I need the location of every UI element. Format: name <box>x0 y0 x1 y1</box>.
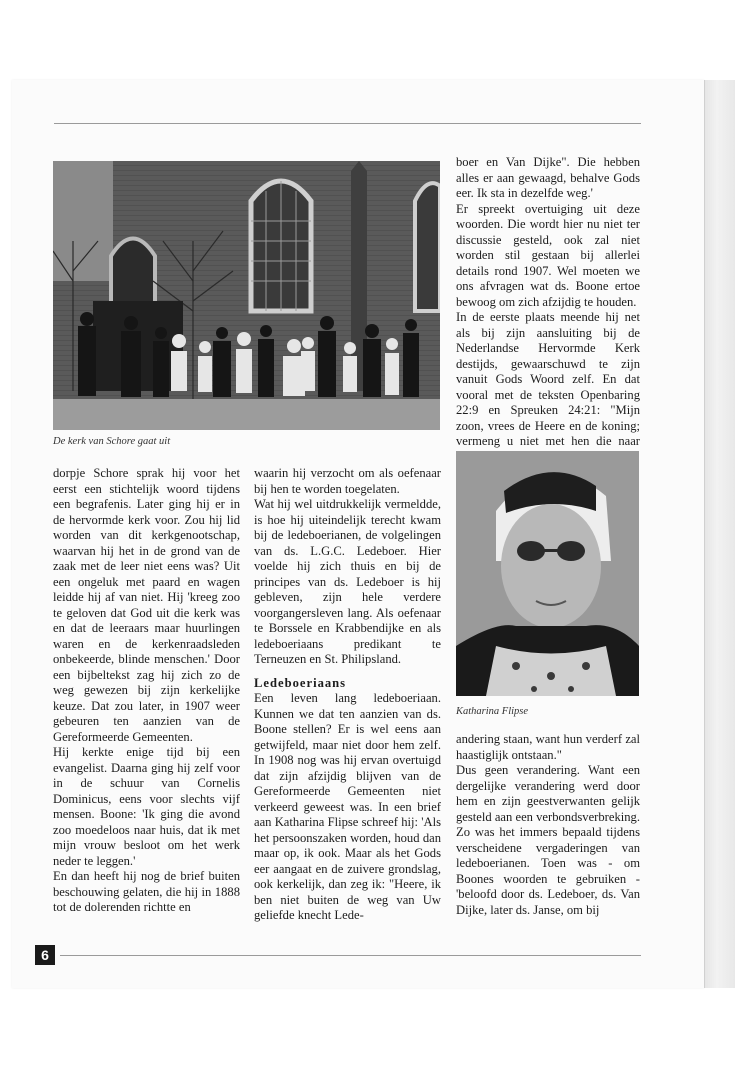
column-1 <box>53 466 240 916</box>
paragraph: andering staan, want hun verderf zal haastiglijk ontstaan." <box>456 732 640 762</box>
paragraph: Wat hij wel uitdrukkelijk vermeldde, is hoe hij uiteindelijk terecht kwam bij de ledeboerianen, de volgelingen van ds. L.G.C. Ledeboer. Hier voelde hij zich thuis en bij de principes van ds. Ledeboer is hij gebleven, zijn hele verdere voorgangersleven lang. Als oefenaar te Borssele en Krabbendijke en als ledeboeriaans predikant te Terneuzen en St. Philipsland. <box>254 497 441 666</box>
section-heading: Ledeboeriaans <box>254 675 347 690</box>
page-edge <box>704 80 735 988</box>
right-column-top <box>456 155 640 465</box>
church-photo-caption: De kerk van Schore gaat uit <box>53 436 171 447</box>
paragraph: dorpje Schore sprak hij voor het eerst een stichtelijk woord tijdens een begrafenis. Later ging hij er in de hervormde kerk voor. Zou hij lid worden van dit kerkgenootschap, waarvan hij het in de grond van de zaak met de leer niet eens was? Uit een ongeluk met paard en wagen leidde hij af van niet. Hij 'kreeg zoo te geloven dat God uit die kerk was en dat de leeraars maar huurlingen waren en de kerkenraadsleden onbekeerde, blinde menschen.' Door een bijbeltekst zag hij zich zo de weg gewezen bij zijn kerkelijke keuze. Dat zou later, in 1907 weer gebeuren ten aanzien van de Gereformeerde Gemeenten. <box>53 466 240 744</box>
paragraph: Dus geen verandering. Want een dergelijke verandering werd door hem en zijn geestverwanten gelijk gesteld aan een verbondsverbreking. Zo was het immers bepaald tijdens verscheidene vergaderingen van ledeboerianen. Toen was - om Boones woorden te gebruiken - 'beloofd door ds. Ledeboer, ds. Van Dijke, later ds. Janse, om bij <box>456 763 640 917</box>
bottom-rule <box>60 955 641 956</box>
paragraph: Een leven lang ledeboeriaan. Kunnen we dat ten aanzien van ds. Boone stellen? Er is wel eens aan getwijfeld, maar niet door hem zelf. In 1908 nog was hij ervan overtuigd dat zijn afzijdig blijven van de Gereformeerde Gemeenten niet verkeerd geweest was. In een brief aan Katharina Flipse schreef hij: 'Als het persoonszaken worden, houd dan maar op, ik ook. Maar als het Gods eer aangaat en de zuivere grondslag, ook kerkelijk, dan zeg ik: "Heere, ik ben niet buiten de weg van Uw geliefde knecht Lede- <box>254 691 441 922</box>
paragraph: Er spreekt overtuiging uit deze woorden. Die wordt hier nu niet ter discussie gesteld, ook zal niet worden stil gestaan bij allerlei details rond 1907. Wel moeten we ons afvragen wat ds. Boone ertoe bewoog om zich afzijdig te houden. <box>456 201 640 309</box>
church-photo <box>53 161 440 430</box>
portrait-photo-caption: Katharina Flipse <box>456 706 529 717</box>
paragraph: waarin hij verzocht om als oefenaar bij hen te worden toegelaten. <box>254 466 441 496</box>
top-rule <box>54 123 641 124</box>
portrait-photo <box>456 451 639 696</box>
column-3-bottom <box>456 732 640 918</box>
page-number: 6 <box>35 945 55 965</box>
paragraph: Hij kerkte enige tijd bij een evangelist. Daarna ging hij zelf voor in de schuur van Cornelis Dominicus, eens voor slechts vijf mensen. Boone: 'Ik ging die avond zoo moedeloos naar huis, dat ik met mijn vrouw besloot om het werk neder te leggen.' <box>53 745 240 868</box>
paragraph: En dan heeft hij nog de brief buiten beschouwing gelaten, die hij in 1888 tot de dolerenden richtte en <box>53 869 240 914</box>
paragraph: boer en Van Dijke". Die hebben alles er aan gewaagd, behalve Gods eer. Ik sta in dezelfde weg.' <box>456 155 640 200</box>
column-2 <box>254 466 441 924</box>
paragraph: In de eerste plaats meende hij net als bij zijn aansluiting bij de Nederlandse Hervormde Kerk destijds, gewaarschuwd te zijn vanuit Gods Woord zelf. En dat vooral met de teksten Openbaring 22:9 en Spreuken 24:21: "Mijn zoon, vrees de Heere en de koning; vermeng u niet met hen die naar <box>456 310 640 448</box>
